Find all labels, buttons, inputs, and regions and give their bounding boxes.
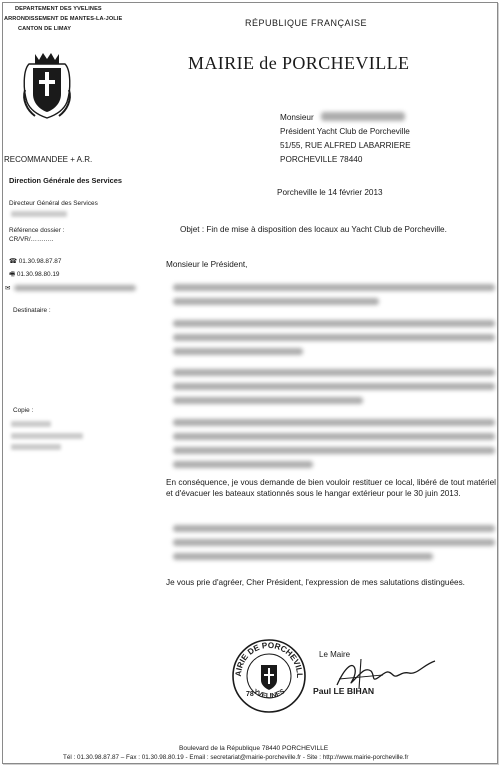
recipient-city: PORCHEVILLE 78440 [280,155,363,164]
republic-label: RÉPUBLIQUE FRANÇAISE [245,18,368,28]
reference-label: Référence dossier : [9,227,65,234]
footer-contacts: Tél : 01.30.98.87.87 – Fax : 01.30.98.80.19 - Email : secretariat@mairie-porcheville.fr - Site : http://www.mairie-porcheville.fr [63,754,409,761]
redacted-name [321,112,405,121]
header-arrondissement: ARRONDISSEMENT DE MANTES-LA-JOLIE [4,16,123,22]
recipient-salutation: Monsieur [280,113,314,122]
signatory-name: Paul LE BIHAN [313,686,375,696]
recipient-title: Président Yacht Club de Porcheville [280,127,410,136]
redacted-copy-3 [11,444,61,450]
director-label: Directeur Général des Services [9,200,98,207]
header-canton: CANTON DE LIMAY [18,26,72,32]
redacted-director [11,211,67,217]
service-name: Direction Générale des Services [9,176,122,185]
redacted-email [14,285,136,291]
svg-text:MAIRIE DE PORCHEVILLE: AIRIE DE PORCHEVILL [233,640,305,679]
copie-label: Copie : [13,407,34,414]
greeting: Monsieur le Président, [166,260,248,269]
header-dept: DEPARTEMENT DES YVELINES [15,6,102,12]
phone-icon: ☎ [9,258,19,265]
footer-address: Boulevard de la République 78440 PORCHEVILLE [179,745,329,752]
fax-icon: 🖷 [9,271,17,278]
stamp-number: 78 [246,691,254,698]
official-stamp-icon [231,638,307,714]
redacted-copy-1 [11,421,51,427]
redacted-copy-2 [11,433,83,439]
mail-mode: RECOMMANDEE + A.R. [4,155,93,164]
reference-value: CR/VR/……….. [9,236,54,243]
svg-text:YVELINES: YVELINES [251,688,287,701]
objet-line: Objet : Fin de mise à disposition des locaux au Yacht Club de Porcheville. [180,225,447,234]
email-icon: ✉ [5,285,11,292]
coat-of-arms-icon [21,50,73,122]
recipient-street: 51/55, RUE ALFRED LABARRIERE [280,141,411,150]
signature-role: Le Maire [319,650,351,659]
fax-line: 🖷 01.30.98.80.19 [9,271,60,278]
destinataire-label: Destinataire : [13,307,51,314]
letter-page [2,2,498,764]
paragraph-consequence: En conséquence, je vous demande de bien vouloir restituer ce local, libéré de tout matériel et d'évacuer les bateaux stationnés sous le hangar extérieur pour le 30 juin 2013. [166,478,496,499]
phone-line: ☎ 01.30.98.87.87 [9,258,62,265]
mairie-title: MAIRIE de PORCHEVILLE [188,53,410,73]
place-date: Porcheville le 14 février 2013 [277,188,383,197]
closing-paragraph: Je vous prie d'agréer, Cher Président, l'expression de mes salutations distinguées. [166,578,465,587]
